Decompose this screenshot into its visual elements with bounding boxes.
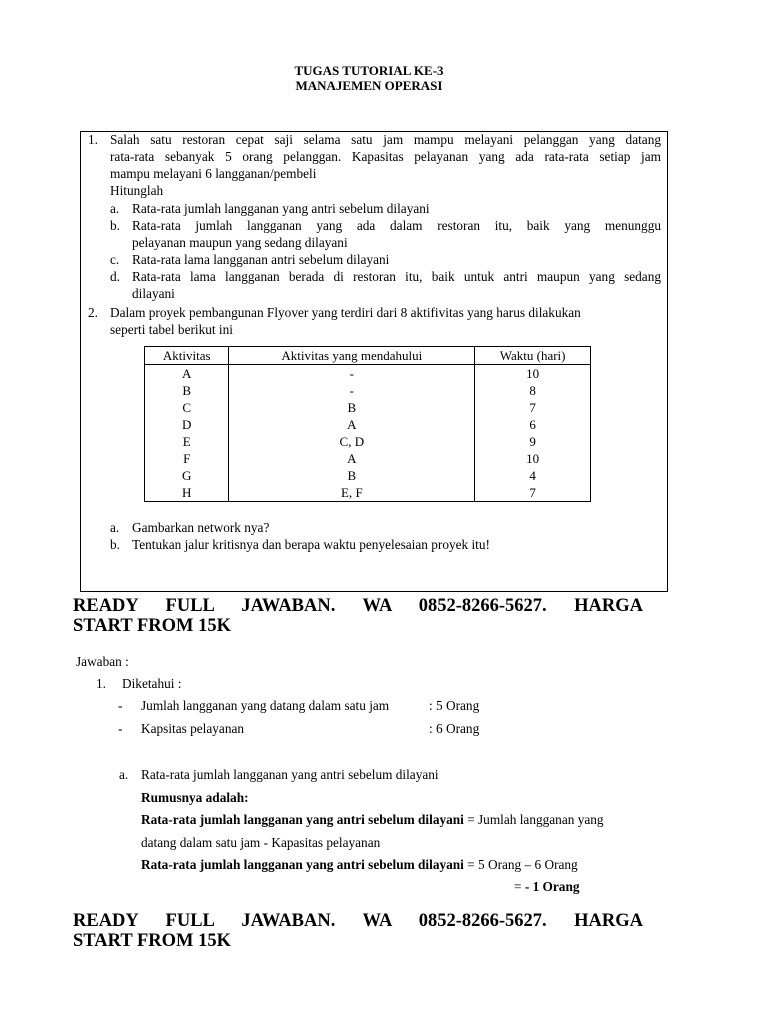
- question-1-item-a-text: Rata-rata jumlah langganan yang antri sebelum dilayani: [132, 201, 430, 216]
- question-2-item-b-letter: b.: [110, 537, 120, 552]
- question-1-item-b-text: Rata-rata jumlah langganan yang ada dalam restoran itu, baik yang menunggu: [132, 218, 661, 233]
- table-cell: 4: [475, 467, 591, 484]
- table-row: [145, 484, 591, 502]
- table-cell: E: [145, 433, 229, 450]
- table-header-cell: Aktivitas yang mendahului: [229, 347, 475, 365]
- table-header-cell: Aktivitas: [145, 347, 229, 365]
- known-item-dash: -: [118, 721, 123, 736]
- table-cell: C: [145, 399, 229, 416]
- table-cell: -: [229, 365, 475, 383]
- table-cell: E, F: [229, 484, 475, 502]
- question-1-item-b-letter: b.: [110, 218, 120, 233]
- question-1-item-c-letter: c.: [110, 252, 120, 267]
- question-1-line-2: rata-rata sebanyak 5 orang pelanggan. Kapasitas pelayanan yang ada rata-rata setiap jam: [110, 149, 661, 164]
- table-row: [145, 416, 591, 433]
- part-a-letter: a.: [119, 767, 129, 782]
- calculation-rest-text: = 5 Orang – 6 Orang: [463, 857, 578, 872]
- table-cell: 10: [475, 365, 591, 383]
- question-2-line-1: Dalam proyek pembangunan Flyover yang terdiri dari 8 aktifivitas yang harus dilakukan: [110, 305, 581, 320]
- question-2-item-a-text: Gambarkan network nya?: [132, 520, 270, 535]
- question-2-item-b-text: Tentukan jalur kritisnya dan berapa waktu penyelesaian proyek itu!: [132, 537, 490, 552]
- ad-banner-line-2: START FROM 15K: [73, 931, 231, 951]
- known-item-value: : 6 Orang: [429, 721, 480, 736]
- table-cell: 8: [475, 382, 591, 399]
- table-cell: D: [145, 416, 229, 433]
- table-cell: 9: [475, 433, 591, 450]
- known-item-label: Jumlah langganan yang datang dalam satu jam: [141, 698, 390, 713]
- table-cell: F: [145, 450, 229, 467]
- table-cell: B: [145, 382, 229, 399]
- table-cell: 10: [475, 450, 591, 467]
- question-1-item-a-letter: a.: [110, 201, 120, 216]
- part-a-text: Rata-rata jumlah langganan yang antri sebelum dilayani: [141, 767, 439, 782]
- answer-number: 1.: [96, 676, 106, 691]
- table-cell: 7: [475, 484, 591, 502]
- result-value: - 1 Orang: [524, 879, 580, 894]
- result-line: [514, 878, 580, 895]
- table-cell: G: [145, 467, 229, 484]
- calculation-line: [141, 856, 578, 873]
- answer-label: Jawaban :: [76, 654, 129, 669]
- known-heading: Diketahui :: [122, 676, 182, 691]
- table-cell: 7: [475, 399, 591, 416]
- table-cell: B: [229, 399, 475, 416]
- table-row: [145, 365, 591, 383]
- table-cell: 6: [475, 416, 591, 433]
- formula-continuation: datang dalam satu jam - Kapasitas pelayanan: [141, 835, 381, 850]
- table-row: [145, 467, 591, 484]
- calculation-bold-text: Rata-rata jumlah langganan yang antri sebelum dilayani: [141, 857, 464, 872]
- question-1-item-d-cont: dilayani: [132, 286, 175, 301]
- known-item-dash: -: [118, 698, 123, 713]
- document-subtitle: MANAJEMEN OPERASI: [295, 78, 443, 93]
- table-cell: -: [229, 382, 475, 399]
- question-1-line-4: Hitunglah: [110, 183, 164, 198]
- question-1-number: 1.: [88, 132, 98, 147]
- ad-banner-line-1: READY FULL JAWABAN. WA 0852-8266-5627. HARGA: [73, 911, 643, 931]
- table-cell: A: [145, 365, 229, 383]
- result-equals: =: [514, 879, 525, 894]
- question-1-item-b-cont: pelayanan maupun yang sedang dilayani: [132, 235, 348, 250]
- table-header-cell: Waktu (hari): [475, 347, 591, 365]
- question-1-line-1: Salah satu restoran cepat saji selama satu jam mampu melayani pelanggan yang datang: [110, 132, 661, 147]
- document-title: TUGAS TUTORIAL KE-3: [294, 63, 444, 78]
- known-item-label: Kapsitas pelayanan: [141, 721, 245, 736]
- table-cell: C, D: [229, 433, 475, 450]
- ad-banner-line-1: READY FULL JAWABAN. WA 0852-8266-5627. HARGA: [73, 596, 643, 616]
- formula-rest-text: = Jumlah langganan yang: [463, 812, 604, 827]
- question-1-line-3: mampu melayani 6 langganan/pembeli: [110, 166, 317, 181]
- table-row: [145, 382, 591, 399]
- formula-bold-text: Rata-rata jumlah langganan yang antri sebelum dilayani: [141, 812, 464, 827]
- question-2-line-2: seperti tabel berikut ini: [110, 322, 233, 337]
- table-row: [145, 433, 591, 450]
- question-1-item-d-letter: d.: [110, 269, 120, 284]
- known-item-value: : 5 Orang: [429, 698, 480, 713]
- table-cell: H: [145, 484, 229, 502]
- table-row: [145, 399, 591, 416]
- table-cell: B: [229, 467, 475, 484]
- table-cell: A: [229, 450, 475, 467]
- question-2-item-a-letter: a.: [110, 520, 120, 535]
- table-cell: A: [229, 416, 475, 433]
- question-2-number: 2.: [88, 305, 98, 320]
- formula-line: [141, 811, 604, 828]
- table-header-row: [145, 347, 591, 365]
- question-1-item-d-text: Rata-rata lama langganan berada di restoran itu, baik untuk antri maupun yang sedang: [132, 269, 661, 284]
- table-row: [145, 450, 591, 467]
- question-1-item-c-text: Rata-rata lama langganan antri sebelum dilayani: [132, 252, 390, 267]
- ad-banner-line-2: START FROM 15K: [73, 616, 231, 636]
- activity-table: [144, 346, 591, 502]
- formula-label: Rumusnya adalah:: [141, 790, 249, 805]
